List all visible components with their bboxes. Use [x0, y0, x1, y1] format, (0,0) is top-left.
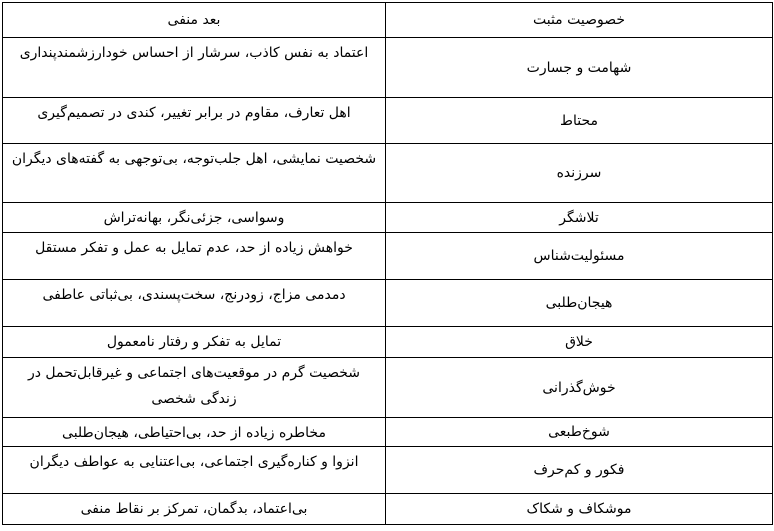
- negative-cell: مخاطره زیاده از حد، بی‌احتیاطی، هیجان‌طلبی: [3, 418, 386, 447]
- positive-cell: هیجان‌طلبی: [386, 280, 773, 327]
- negative-cell: بی‌اعتماد، بدگمان، تمرکز بر نقاط منفی: [3, 494, 386, 525]
- positive-cell: خلاق: [386, 327, 773, 358]
- positive-cell: فکور و کم‌حرف: [386, 447, 773, 494]
- positive-cell: سرزنده: [386, 144, 773, 203]
- table-row: [3, 418, 773, 447]
- negative-cell: شخصیت نمایشی، اهل جلب‌توجه، بی‌توجهی به گفته‌های دیگران: [3, 144, 386, 203]
- negative-cell: خواهش زیاده از حد، عدم تمایل به عمل و تفکر مستقل: [3, 233, 386, 280]
- table-row: [3, 358, 773, 418]
- positive-cell: تلاشگر: [386, 203, 773, 233]
- header-positive: خصوصیت مثبت: [386, 3, 773, 38]
- negative-cell: دمدمی مزاج، زودرنج، سخت‌پسندی، بی‌ثباتی عاطفی: [3, 280, 386, 327]
- positive-cell: شوخ‌طبعی: [386, 418, 773, 447]
- negative-cell: شخصیت گرم در موقعیت‌های اجتماعی و غیرقابل‌تحمل در زندگی شخصی: [3, 358, 386, 418]
- table-row: [3, 98, 773, 144]
- negative-cell: اهل تعارف، مقاوم در برابر تغییر، کندی در تصمیم‌گیری: [3, 98, 386, 144]
- negative-cell: انزوا و کناره‌گیری اجتماعی، بی‌اعتنایی به عواطف دیگران: [3, 447, 386, 494]
- header-negative: بعد منفی: [3, 3, 386, 38]
- table-row: [3, 447, 773, 494]
- negative-cell: تمایل به تفکر و رفتار نامعمول: [3, 327, 386, 358]
- table-row: [3, 38, 773, 98]
- table-row: [3, 494, 773, 525]
- table-row: [3, 233, 773, 280]
- positive-cell: مسئولیت‌شناس: [386, 233, 773, 280]
- table-row: [3, 280, 773, 327]
- negative-cell: وسواسی، جزئی‌نگر، بهانه‌تراش: [3, 203, 386, 233]
- traits-table: [2, 2, 773, 525]
- table-row: [3, 203, 773, 233]
- negative-cell: اعتماد به نفس کاذب، سرشار از احساس خودارزشمندپنداری: [3, 38, 386, 98]
- positive-cell: موشکاف و شکاک: [386, 494, 773, 525]
- positive-cell: خوش‌گذرانی: [386, 358, 773, 418]
- table-row: [3, 327, 773, 358]
- positive-cell: محتاط: [386, 98, 773, 144]
- positive-cell: شهامت و جسارت: [386, 38, 773, 98]
- header-row: [3, 3, 773, 38]
- table-row: [3, 144, 773, 203]
